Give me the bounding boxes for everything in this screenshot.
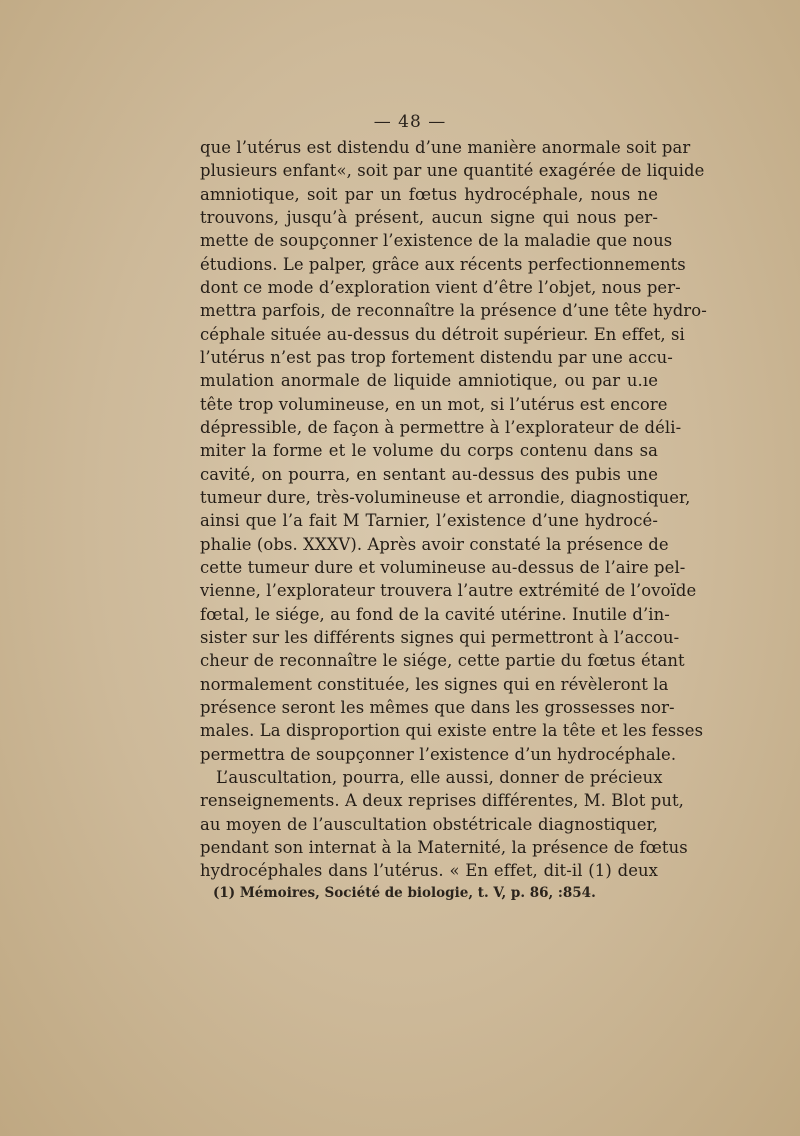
text-line: permettra de soupçonner l’existence d’un hydrocéphale. [200, 744, 677, 764]
text-line: l’utérus n’est pas trop fortement distendu par une accu- [200, 347, 673, 367]
text-line: males. La disproportion qui existe entre la tête et les fesses [200, 721, 704, 741]
text-line: mette de soupçonner l’existence de la maladie que nous [200, 231, 673, 251]
text-line: vienne, l’explorateur trouvera l’autre extrémité de l’ovoïde [200, 581, 697, 601]
text-line: cavité, on pourra, en sentant au-dessus des pubis une [200, 464, 658, 484]
text-line: plusieurs enfant«, soit par une quantité exagérée de liquide [200, 161, 705, 181]
text-line: tête trop volumineuse, en un mot, si l’utérus est encore [200, 394, 668, 414]
text-line: trouvons, jusqu’à présent, aucun signe qui nous per- [200, 207, 658, 227]
footnote: (1) Mémoires, Société de biologie, t. V, p. 86, :854. [213, 885, 596, 901]
text-line: tumeur dure, très-volumineuse et arrondie, diagnostiquer, [200, 487, 691, 507]
text-line: présence seront les mêmes que dans les grossesses nor- [200, 697, 675, 717]
text-line: normalement constituée, les signes qui en révèleront la [200, 674, 669, 694]
text-line: hydrocéphales dans l’utérus. « En effet, dit-il (1) deux [200, 861, 658, 881]
text-line: renseignements. A deux reprises différentes, M. Blot put, [200, 791, 684, 811]
text-line: dont ce mode d’exploration vient d’être l’objet, nous per- [200, 277, 681, 297]
text-line: mettra parfois, de reconnaître la présence d’une tête hydro- [200, 301, 707, 321]
text-line: pendant son internat à la Maternité, la présence de fœtus [200, 837, 688, 857]
body-text [200, 136, 707, 883]
text-line: L’auscultation, pourra, elle aussi, donner de précieux [216, 767, 663, 787]
text-line: ainsi que l’a fait M Tarnier, l’existence d’une hydrocé- [200, 511, 658, 531]
text-line: dépressible, de façon à permettre à l’explorateur de déli- [200, 417, 682, 437]
text-line: étudions. Le palper, grâce aux récents perfectionnements [200, 254, 686, 274]
text-line: fœtal, le siége, au fond de la cavité utérine. Inutile d’in- [200, 604, 670, 624]
text-line: que l’utérus est distendu d’une manière anormale soit par [200, 138, 691, 157]
text-line: miter la forme et le volume du corps contenu dans sa [200, 441, 658, 461]
page-number: — 48 — [373, 112, 447, 132]
text-line: cheur de reconnaître le siége, cette partie du fœtus étant [200, 651, 685, 671]
text-line: cette tumeur dure et volumineuse au-dessus de l’aire pel- [200, 557, 686, 577]
text-line: amniotique, soit par un fœtus hydrocéphale, nous ne [200, 184, 658, 204]
text-line: au moyen de l’auscultation obstétricale diagnostiquer, [200, 814, 658, 834]
text-line: sister sur les différents signes qui permettront à l’accou- [200, 627, 680, 647]
text-line: phalie (obs. XXXV). Après avoir constaté la présence de [200, 534, 669, 554]
text-line: céphale située au-dessus du détroit supérieur. En effet, si [200, 324, 685, 344]
text-line: mulation anormale de liquide amniotique, ou par u.ıe [200, 371, 658, 391]
